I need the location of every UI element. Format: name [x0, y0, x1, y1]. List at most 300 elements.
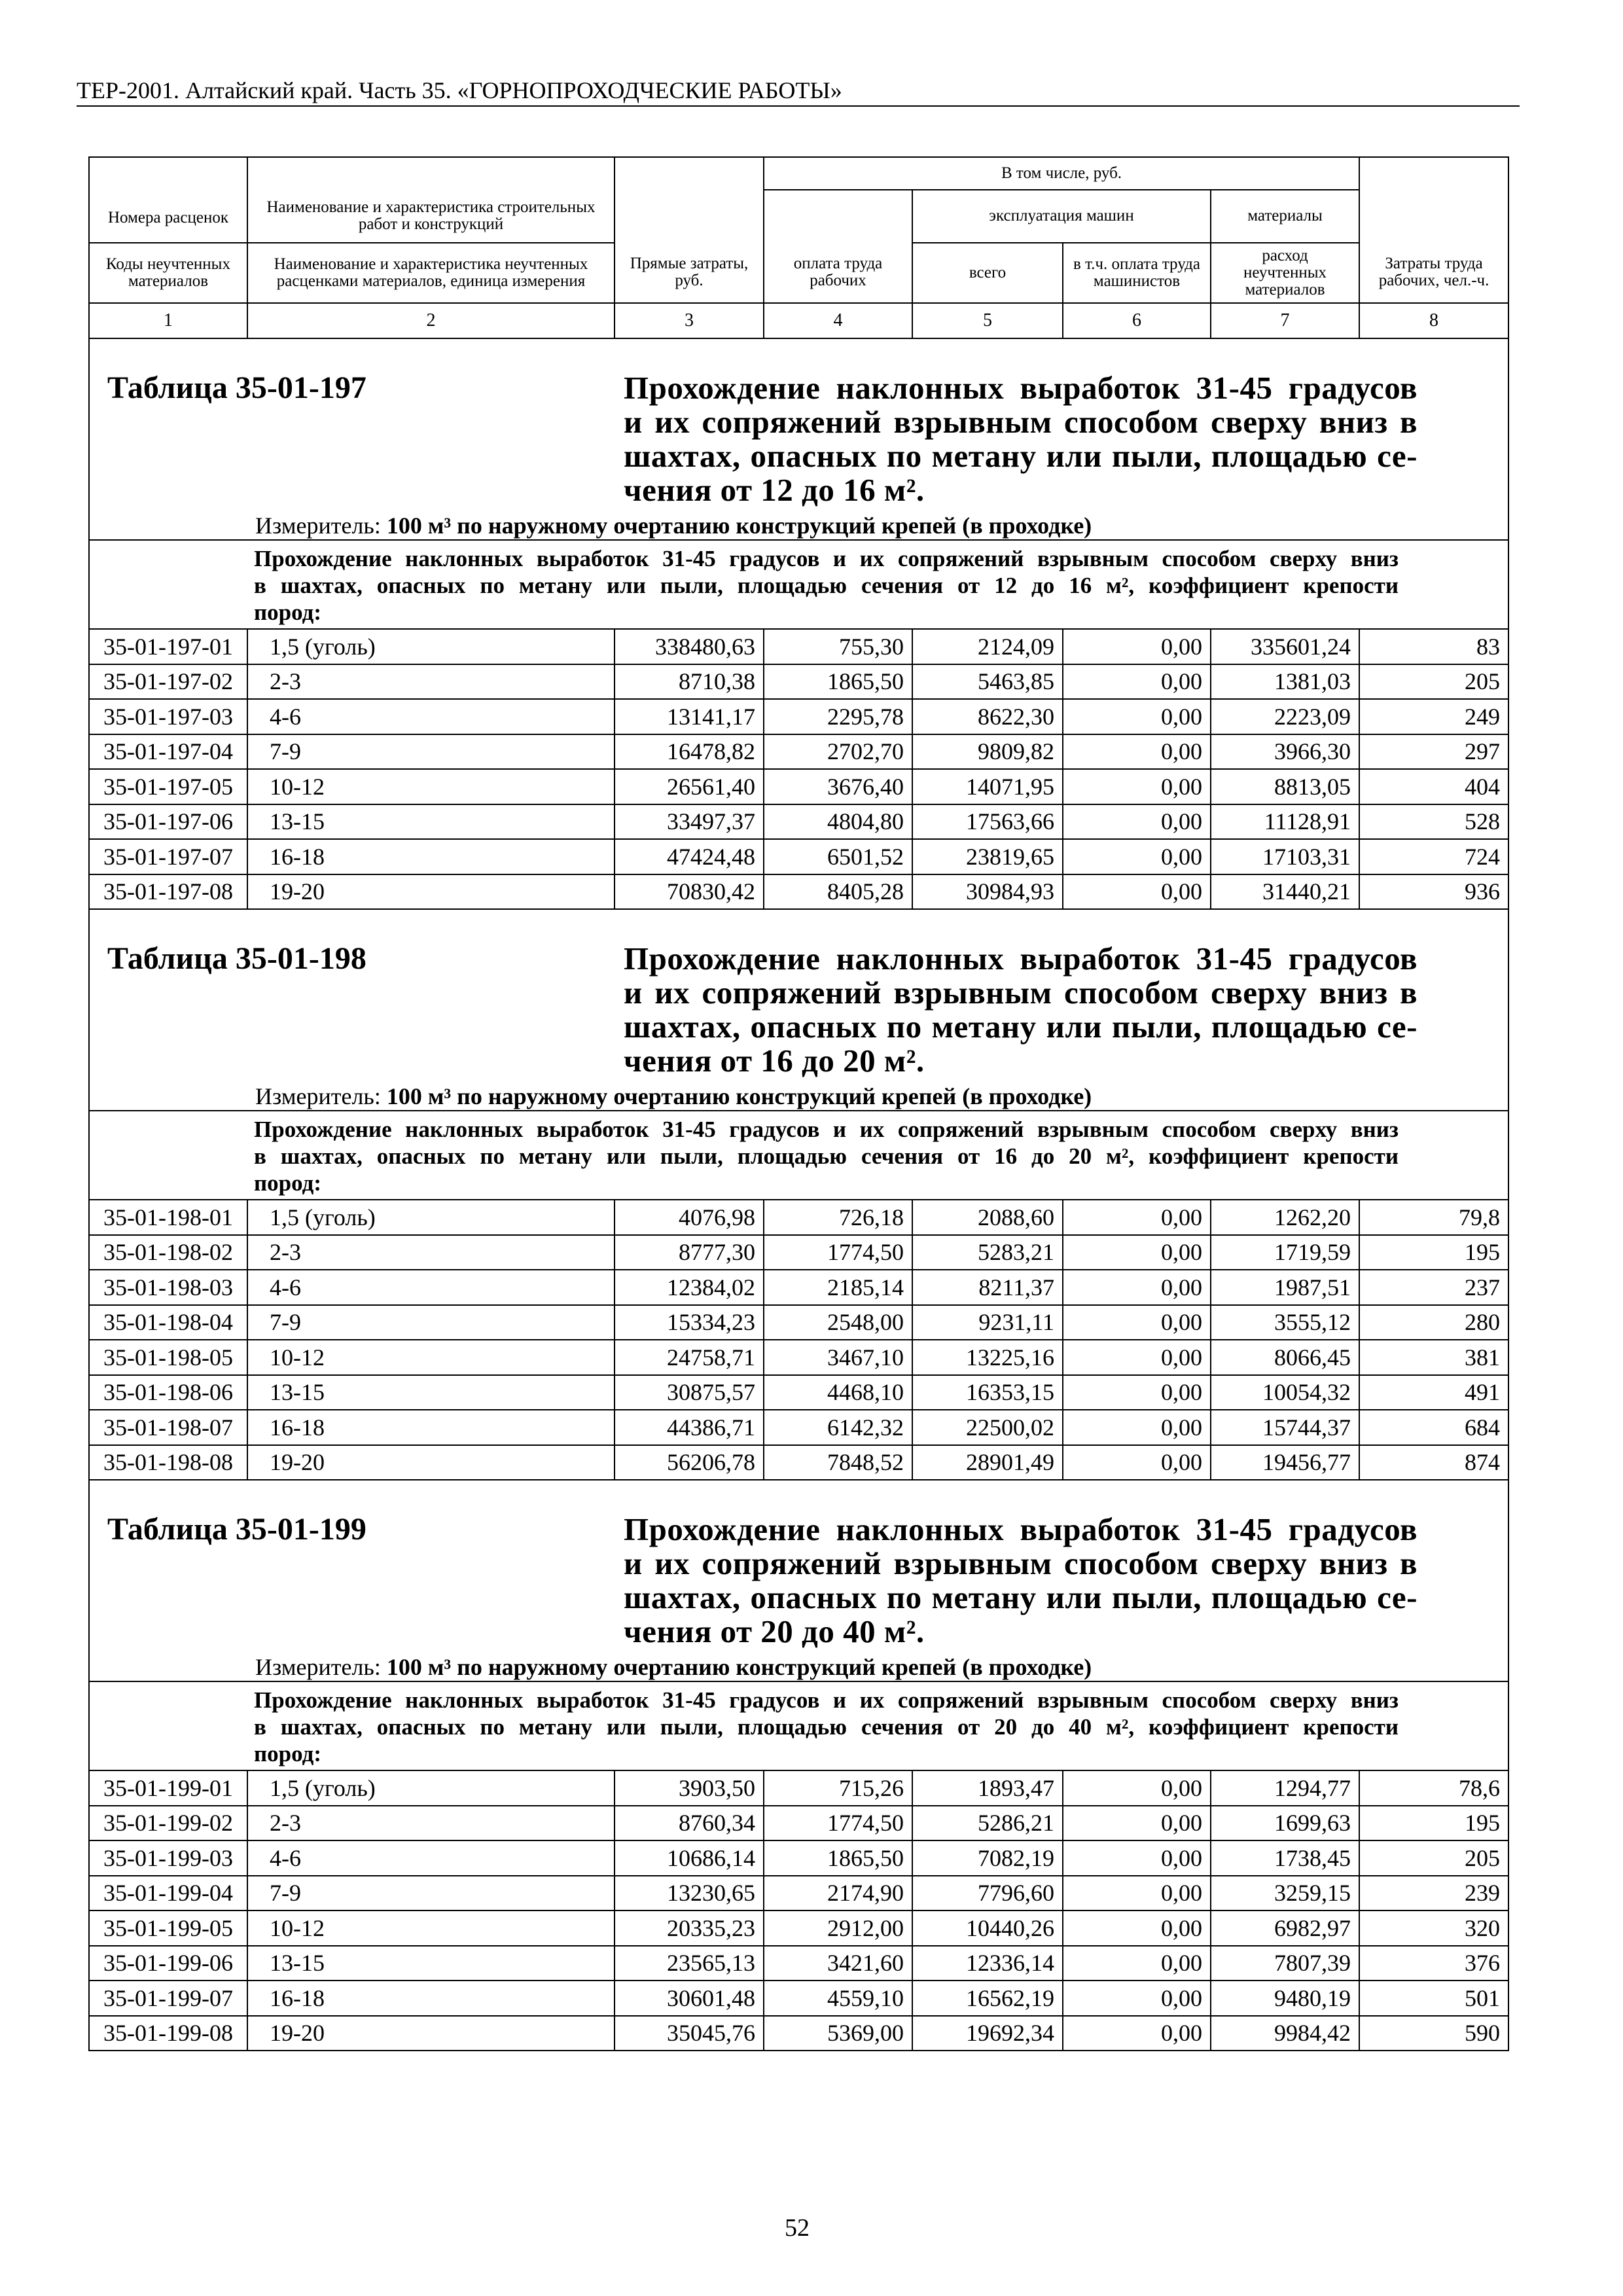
- section-description: [254, 1116, 1399, 1196]
- hardness-coefficient-cell: 1,5 (уголь): [247, 1770, 615, 1806]
- direct-cost-cell: 8710,38: [615, 664, 764, 700]
- direct-cost-cell: 4076,98: [615, 1200, 764, 1235]
- operator-wages-cell: 0,00: [1063, 1340, 1211, 1375]
- hardness-coefficient-cell: 13-15: [247, 1375, 615, 1410]
- direct-cost-cell: 23565,13: [615, 1946, 764, 1981]
- operator-wages-cell: 0,00: [1063, 734, 1211, 770]
- labor-hours-cell: 205: [1359, 664, 1508, 700]
- description-line: пород:: [254, 600, 321, 625]
- header-column-numbers: [89, 303, 1508, 338]
- column-number: 8: [1359, 303, 1508, 338]
- machine-cost-cell: 12336,14: [912, 1946, 1063, 1981]
- hardness-coefficient-cell: 16-18: [247, 1981, 615, 2016]
- table-row: [89, 1981, 1508, 2016]
- description-line: Прохождение наклонных выработок 31-45 градусов и их сопряжений взрывным способом сверху вниз: [254, 1117, 1399, 1142]
- direct-cost-cell: 26561,40: [615, 769, 764, 804]
- labor-wages-cell: 6142,32: [764, 1410, 912, 1445]
- operator-wages-cell: 0,00: [1063, 874, 1211, 910]
- header-material-codes: Коды неучтенных материалов: [89, 243, 247, 303]
- section-title-row: [89, 909, 1508, 1111]
- labor-wages-cell: 3421,60: [764, 1946, 912, 1981]
- header-machine-total: всего: [912, 243, 1063, 303]
- direct-cost-cell: 70830,42: [615, 874, 764, 910]
- header-rule: [77, 105, 1520, 107]
- labor-wages-cell: 715,26: [764, 1770, 912, 1806]
- operator-wages-cell: 0,00: [1063, 1235, 1211, 1270]
- labor-hours-cell: 491: [1359, 1375, 1508, 1410]
- section-description-block: [90, 541, 1508, 628]
- table-row: [89, 1806, 1508, 1841]
- machine-cost-cell: 7796,60: [912, 1876, 1063, 1911]
- measure-value: 100 м³ по наружному очертанию конструкций крепей (в проходке): [386, 512, 1092, 539]
- running-header: ТЕР-2001. Алтайский край. Часть 35. «ГОРНОПРОХОДЧЕСКИЕ РАБОТЫ»: [77, 77, 842, 103]
- section-title: [624, 942, 1418, 1078]
- operator-wages-cell: 0,00: [1063, 1876, 1211, 1911]
- materials-cost-cell: 6982,97: [1211, 1910, 1359, 1946]
- section-title-line: и их сопряжений взрывным способом сверху вниз в: [624, 975, 1418, 1011]
- rate-code-cell: 35-01-199-02: [89, 1806, 247, 1841]
- materials-cost-cell: 2223,09: [1211, 699, 1359, 734]
- machine-cost-cell: 23819,65: [912, 839, 1063, 874]
- direct-cost-cell: 13230,65: [615, 1876, 764, 1911]
- section-description-block: [90, 1112, 1508, 1198]
- section-title-line: чения от 12 до 16 м².: [624, 472, 925, 508]
- rate-code-cell: 35-01-199-04: [89, 1876, 247, 1911]
- section-title-line: Прохождение наклонных выработок 31-45 градусов: [624, 1511, 1418, 1547]
- materials-cost-cell: 9984,42: [1211, 2016, 1359, 2051]
- column-number: 5: [912, 303, 1063, 338]
- machine-cost-cell: 19692,34: [912, 2016, 1063, 2051]
- table-row: [89, 1840, 1508, 1876]
- operator-wages-cell: 0,00: [1063, 629, 1211, 664]
- labor-hours-cell: 78,6: [1359, 1770, 1508, 1806]
- materials-cost-cell: 3966,30: [1211, 734, 1359, 770]
- rate-code-cell: 35-01-198-02: [89, 1235, 247, 1270]
- header-rate-numbers: Номера расценок: [89, 157, 247, 243]
- hardness-coefficient-cell: 19-20: [247, 874, 615, 910]
- operator-wages-cell: 0,00: [1063, 1305, 1211, 1340]
- hardness-coefficient-cell: 7-9: [247, 734, 615, 770]
- machine-cost-cell: 28901,49: [912, 1445, 1063, 1480]
- machine-cost-cell: 10440,26: [912, 1910, 1063, 1946]
- column-number: 6: [1063, 303, 1211, 338]
- labor-hours-cell: 249: [1359, 699, 1508, 734]
- labor-wages-cell: 3676,40: [764, 769, 912, 804]
- operator-wages-cell: 0,00: [1063, 2016, 1211, 2051]
- direct-cost-cell: 13141,17: [615, 699, 764, 734]
- materials-cost-cell: 10054,32: [1211, 1375, 1359, 1410]
- rate-code-cell: 35-01-199-08: [89, 2016, 247, 2051]
- table-number: Таблица 35-01-198: [107, 941, 366, 976]
- section-title-cell: [89, 909, 1508, 1111]
- labor-hours-cell: 501: [1359, 1981, 1508, 2016]
- machine-cost-cell: 7082,19: [912, 1840, 1063, 1876]
- labor-wages-cell: 1865,50: [764, 1840, 912, 1876]
- section-title-block: [90, 1481, 1508, 1680]
- direct-cost-cell: 15334,23: [615, 1305, 764, 1340]
- labor-wages-cell: 8405,28: [764, 874, 912, 910]
- table-row: [89, 664, 1508, 700]
- labor-hours-cell: 936: [1359, 874, 1508, 910]
- direct-cost-cell: 12384,02: [615, 1270, 764, 1305]
- direct-cost-cell: 35045,76: [615, 2016, 764, 2051]
- hardness-coefficient-cell: 1,5 (уголь): [247, 629, 615, 664]
- section-title-line: чения от 20 до 40 м².: [624, 1613, 925, 1649]
- labor-hours-cell: 205: [1359, 1840, 1508, 1876]
- header-unaccounted-materials: расход неучтенных материалов: [1211, 243, 1359, 303]
- direct-cost-cell: 33497,37: [615, 804, 764, 840]
- rate-code-cell: 35-01-199-03: [89, 1840, 247, 1876]
- labor-hours-cell: 684: [1359, 1410, 1508, 1445]
- hardness-coefficient-cell: 1,5 (уголь): [247, 1200, 615, 1235]
- rate-code-cell: 35-01-198-01: [89, 1200, 247, 1235]
- section-title-row: [89, 338, 1508, 540]
- operator-wages-cell: 0,00: [1063, 1270, 1211, 1305]
- labor-wages-cell: 2548,00: [764, 1305, 912, 1340]
- machine-cost-cell: 8622,30: [912, 699, 1063, 734]
- column-number: 1: [89, 303, 247, 338]
- section-title-line: Прохождение наклонных выработок 31-45 градусов: [624, 941, 1418, 977]
- header-row-1: [89, 157, 1508, 190]
- description-line: Прохождение наклонных выработок 31-45 градусов и их сопряжений взрывным способом сверху вниз: [254, 546, 1399, 571]
- rate-code-cell: 35-01-197-06: [89, 804, 247, 840]
- rate-code-cell: 35-01-199-06: [89, 1946, 247, 1981]
- rate-code-cell: 35-01-198-08: [89, 1445, 247, 1480]
- operator-wages-cell: 0,00: [1063, 1375, 1211, 1410]
- labor-wages-cell: 2702,70: [764, 734, 912, 770]
- operator-wages-cell: 0,00: [1063, 839, 1211, 874]
- machine-cost-cell: 9809,82: [912, 734, 1063, 770]
- section-title-line: шахтах, опасных по метану или пыли, площадью се-: [624, 1579, 1418, 1615]
- operator-wages-cell: 0,00: [1063, 1840, 1211, 1876]
- labor-wages-cell: 755,30: [764, 629, 912, 664]
- machine-cost-cell: 5283,21: [912, 1235, 1063, 1270]
- hardness-coefficient-cell: 16-18: [247, 1410, 615, 1445]
- table-row: [89, 2016, 1508, 2051]
- section-description-cell: [89, 540, 1508, 629]
- operator-wages-cell: 0,00: [1063, 769, 1211, 804]
- section-description: [254, 545, 1399, 626]
- section-title-block: [90, 910, 1508, 1109]
- header-work-description: Наименование и характеристика строительных работ и конструкций: [247, 157, 615, 243]
- materials-cost-cell: 1699,63: [1211, 1806, 1359, 1841]
- machine-cost-cell: 5286,21: [912, 1806, 1063, 1841]
- labor-wages-cell: 4468,10: [764, 1375, 912, 1410]
- labor-hours-cell: 297: [1359, 734, 1508, 770]
- materials-cost-cell: 335601,24: [1211, 629, 1359, 664]
- materials-cost-cell: 9480,19: [1211, 1981, 1359, 2016]
- operator-wages-cell: 0,00: [1063, 699, 1211, 734]
- labor-wages-cell: 2185,14: [764, 1270, 912, 1305]
- operator-wages-cell: 0,00: [1063, 1806, 1211, 1841]
- table-row: [89, 1876, 1508, 1911]
- table-number: Таблица 35-01-199: [107, 1512, 366, 1547]
- table-row: [89, 874, 1508, 910]
- measure-unit: [255, 1654, 1092, 1680]
- section-title-line: шахтах, опасных по метану или пыли, площадью се-: [624, 1009, 1418, 1045]
- section-title-row: [89, 1480, 1508, 1681]
- rate-code-cell: 35-01-197-07: [89, 839, 247, 874]
- direct-cost-cell: 16478,82: [615, 734, 764, 770]
- machine-cost-cell: 13225,16: [912, 1340, 1063, 1375]
- table-row: [89, 1305, 1508, 1340]
- direct-cost-cell: 56206,78: [615, 1445, 764, 1480]
- hardness-coefficient-cell: 4-6: [247, 699, 615, 734]
- table-row: [89, 804, 1508, 840]
- labor-wages-cell: 7848,52: [764, 1445, 912, 1480]
- measure-unit: [255, 512, 1092, 539]
- machine-cost-cell: 1893,47: [912, 1770, 1063, 1806]
- machine-cost-cell: 2088,60: [912, 1200, 1063, 1235]
- table-row: [89, 629, 1508, 664]
- measure-label: Измеритель:: [255, 1083, 381, 1109]
- description-line: в шахтах, опасных по метану или пыли, площадью сечения от 12 до 16 м², коэффициент крепости: [254, 573, 1399, 598]
- direct-cost-cell: 30601,48: [615, 1981, 764, 2016]
- table-row: [89, 1910, 1508, 1946]
- measure-label: Измеритель:: [255, 512, 381, 539]
- machine-cost-cell: 9231,11: [912, 1305, 1063, 1340]
- section-description-cell: [89, 1111, 1508, 1200]
- column-number: 2: [247, 303, 615, 338]
- section-title: [624, 371, 1418, 507]
- machine-cost-cell: 2124,09: [912, 629, 1063, 664]
- labor-hours-cell: 528: [1359, 804, 1508, 840]
- section-title-line: шахтах, опасных по метану или пыли, площадью се-: [624, 438, 1418, 474]
- hardness-coefficient-cell: 7-9: [247, 1305, 615, 1340]
- machine-cost-cell: 8211,37: [912, 1270, 1063, 1305]
- materials-cost-cell: 8066,45: [1211, 1340, 1359, 1375]
- section-title-cell: [89, 1480, 1508, 1681]
- operator-wages-cell: 0,00: [1063, 804, 1211, 840]
- materials-cost-cell: 11128,91: [1211, 804, 1359, 840]
- table-row: [89, 1235, 1508, 1270]
- direct-cost-cell: 8760,34: [615, 1806, 764, 1841]
- rate-code-cell: 35-01-197-04: [89, 734, 247, 770]
- table-row: [89, 1375, 1508, 1410]
- materials-cost-cell: 1719,59: [1211, 1235, 1359, 1270]
- hardness-coefficient-cell: 2-3: [247, 1806, 615, 1841]
- table-row: [89, 699, 1508, 734]
- measure-unit: [255, 1083, 1092, 1109]
- materials-cost-cell: 1381,03: [1211, 664, 1359, 700]
- hardness-coefficient-cell: 10-12: [247, 1340, 615, 1375]
- labor-wages-cell: 2295,78: [764, 699, 912, 734]
- table-row: [89, 1200, 1508, 1235]
- materials-cost-cell: 19456,77: [1211, 1445, 1359, 1480]
- labor-hours-cell: 724: [1359, 839, 1508, 874]
- hardness-coefficient-cell: 2-3: [247, 1235, 615, 1270]
- rate-code-cell: 35-01-198-05: [89, 1340, 247, 1375]
- labor-wages-cell: 3467,10: [764, 1340, 912, 1375]
- rate-code-cell: 35-01-198-06: [89, 1375, 247, 1410]
- section-title-cell: [89, 338, 1508, 540]
- materials-cost-cell: 1987,51: [1211, 1270, 1359, 1305]
- machine-cost-cell: 14071,95: [912, 769, 1063, 804]
- hardness-coefficient-cell: 13-15: [247, 804, 615, 840]
- hardness-coefficient-cell: 10-12: [247, 769, 615, 804]
- price-table: [88, 156, 1509, 2051]
- materials-cost-cell: 31440,21: [1211, 874, 1359, 910]
- operator-wages-cell: 0,00: [1063, 1910, 1211, 1946]
- labor-wages-cell: 4804,80: [764, 804, 912, 840]
- description-line: в шахтах, опасных по метану или пыли, площадью сечения от 16 до 20 м², коэффициент крепости: [254, 1143, 1399, 1169]
- header-material-description: Наименование и характеристика неучтенных расценками материалов, единица измерения: [247, 243, 615, 303]
- labor-hours-cell: 195: [1359, 1235, 1508, 1270]
- labor-hours-cell: 239: [1359, 1876, 1508, 1911]
- materials-cost-cell: 1262,20: [1211, 1200, 1359, 1235]
- hardness-coefficient-cell: 13-15: [247, 1946, 615, 1981]
- header-operator-wages: в т.ч. оплата труда машинистов: [1063, 243, 1211, 303]
- table-body: [89, 338, 1508, 2051]
- rate-code-cell: 35-01-199-01: [89, 1770, 247, 1806]
- materials-cost-cell: 7807,39: [1211, 1946, 1359, 1981]
- section-title-line: и их сопряжений взрывным способом сверху вниз в: [624, 1545, 1418, 1581]
- section-title-line: и их сопряжений взрывным способом сверху вниз в: [624, 404, 1418, 440]
- measure-label: Измеритель:: [255, 1654, 381, 1680]
- table-row: [89, 769, 1508, 804]
- operator-wages-cell: 0,00: [1063, 664, 1211, 700]
- hardness-coefficient-cell: 4-6: [247, 1270, 615, 1305]
- rate-code-cell: 35-01-199-05: [89, 1910, 247, 1946]
- direct-cost-cell: 3903,50: [615, 1770, 764, 1806]
- section-description-row: [89, 1681, 1508, 1770]
- header-labor-hours: Затраты труда рабочих, чел.-ч.: [1359, 157, 1508, 303]
- page-number: 52: [785, 2214, 810, 2242]
- operator-wages-cell: 0,00: [1063, 1410, 1211, 1445]
- materials-cost-cell: 1738,45: [1211, 1840, 1359, 1876]
- header-machine-operation: эксплуатация машин: [912, 190, 1211, 243]
- hardness-coefficient-cell: 10-12: [247, 1910, 615, 1946]
- labor-wages-cell: 1774,50: [764, 1806, 912, 1841]
- direct-cost-cell: 30875,57: [615, 1375, 764, 1410]
- rate-code-cell: 35-01-198-03: [89, 1270, 247, 1305]
- labor-hours-cell: 83: [1359, 629, 1508, 664]
- machine-cost-cell: 30984,93: [912, 874, 1063, 910]
- hardness-coefficient-cell: 7-9: [247, 1876, 615, 1911]
- labor-hours-cell: 320: [1359, 1910, 1508, 1946]
- operator-wages-cell: 0,00: [1063, 1770, 1211, 1806]
- section-description-block: [90, 1683, 1508, 1769]
- table-row: [89, 734, 1508, 770]
- operator-wages-cell: 0,00: [1063, 1981, 1211, 2016]
- machine-cost-cell: 5463,85: [912, 664, 1063, 700]
- rate-code-cell: 35-01-197-01: [89, 629, 247, 664]
- section-description-row: [89, 1111, 1508, 1200]
- labor-hours-cell: 874: [1359, 1445, 1508, 1480]
- machine-cost-cell: 22500,02: [912, 1410, 1063, 1445]
- machine-cost-cell: 17563,66: [912, 804, 1063, 840]
- description-line: пород:: [254, 1170, 321, 1196]
- hardness-coefficient-cell: 4-6: [247, 1840, 615, 1876]
- direct-cost-cell: 20335,23: [615, 1910, 764, 1946]
- table-row: [89, 839, 1508, 874]
- column-number: 3: [615, 303, 764, 338]
- operator-wages-cell: 0,00: [1063, 1445, 1211, 1480]
- materials-cost-cell: 3555,12: [1211, 1305, 1359, 1340]
- labor-hours-cell: 195: [1359, 1806, 1508, 1841]
- direct-cost-cell: 47424,48: [615, 839, 764, 874]
- table-row: [89, 1946, 1508, 1981]
- hardness-coefficient-cell: 2-3: [247, 664, 615, 700]
- table-row: [89, 1445, 1508, 1480]
- section-title-line: Прохождение наклонных выработок 31-45 градусов: [624, 370, 1418, 406]
- table-row: [89, 1410, 1508, 1445]
- materials-cost-cell: 8813,05: [1211, 769, 1359, 804]
- operator-wages-cell: 0,00: [1063, 1946, 1211, 1981]
- labor-wages-cell: 1774,50: [764, 1235, 912, 1270]
- labor-wages-cell: 1865,50: [764, 664, 912, 700]
- header-materials: материалы: [1211, 190, 1359, 243]
- section-description-cell: [89, 1681, 1508, 1770]
- operator-wages-cell: 0,00: [1063, 1200, 1211, 1235]
- section-title-line: чения от 16 до 20 м².: [624, 1043, 925, 1079]
- labor-wages-cell: 6501,52: [764, 839, 912, 874]
- description-line: в шахтах, опасных по метану или пыли, площадью сечения от 20 до 40 м², коэффициент крепости: [254, 1714, 1399, 1740]
- rate-code-cell: 35-01-198-04: [89, 1305, 247, 1340]
- labor-wages-cell: 2174,90: [764, 1876, 912, 1911]
- materials-cost-cell: 3259,15: [1211, 1876, 1359, 1911]
- header-including: В том числе, руб.: [764, 157, 1359, 190]
- table-header: [89, 157, 1508, 338]
- materials-cost-cell: 17103,31: [1211, 839, 1359, 874]
- labor-hours-cell: 590: [1359, 2016, 1508, 2051]
- rate-code-cell: 35-01-197-08: [89, 874, 247, 910]
- materials-cost-cell: 15744,37: [1211, 1410, 1359, 1445]
- labor-hours-cell: 280: [1359, 1305, 1508, 1340]
- table-row: [89, 1270, 1508, 1305]
- labor-hours-cell: 79,8: [1359, 1200, 1508, 1235]
- direct-cost-cell: 24758,71: [615, 1340, 764, 1375]
- section-title-block: [90, 340, 1508, 539]
- direct-cost-cell: 8777,30: [615, 1235, 764, 1270]
- rate-code-cell: 35-01-199-07: [89, 1981, 247, 2016]
- labor-wages-cell: 726,18: [764, 1200, 912, 1235]
- measure-value: 100 м³ по наружному очертанию конструкций крепей (в проходке): [386, 1083, 1092, 1109]
- labor-hours-cell: 404: [1359, 769, 1508, 804]
- materials-cost-cell: 1294,77: [1211, 1770, 1359, 1806]
- section-title: [624, 1513, 1418, 1649]
- rate-code-cell: 35-01-198-07: [89, 1410, 247, 1445]
- direct-cost-cell: 10686,14: [615, 1840, 764, 1876]
- direct-cost-cell: 44386,71: [615, 1410, 764, 1445]
- labor-wages-cell: 2912,00: [764, 1910, 912, 1946]
- machine-cost-cell: 16562,19: [912, 1981, 1063, 2016]
- section-description-row: [89, 540, 1508, 629]
- measure-value: 100 м³ по наружному очертанию конструкций крепей (в проходке): [386, 1654, 1092, 1680]
- table-row: [89, 1770, 1508, 1806]
- section-description: [254, 1687, 1399, 1767]
- labor-wages-cell: 5369,00: [764, 2016, 912, 2051]
- labor-hours-cell: 381: [1359, 1340, 1508, 1375]
- column-number: 7: [1211, 303, 1359, 338]
- rate-code-cell: 35-01-197-02: [89, 664, 247, 700]
- header-labor-wages: оплата труда рабочих: [764, 190, 912, 303]
- labor-wages-cell: 4559,10: [764, 1981, 912, 2016]
- direct-cost-cell: 338480,63: [615, 629, 764, 664]
- table-row: [89, 1340, 1508, 1375]
- header-direct-costs: Прямые затраты, руб.: [615, 157, 764, 303]
- rate-code-cell: 35-01-197-03: [89, 699, 247, 734]
- machine-cost-cell: 16353,15: [912, 1375, 1063, 1410]
- hardness-coefficient-cell: 19-20: [247, 1445, 615, 1480]
- description-line: Прохождение наклонных выработок 31-45 градусов и их сопряжений взрывным способом сверху вниз: [254, 1687, 1399, 1713]
- description-line: пород:: [254, 1741, 321, 1767]
- column-number: 4: [764, 303, 912, 338]
- hardness-coefficient-cell: 16-18: [247, 839, 615, 874]
- table-number: Таблица 35-01-197: [107, 370, 366, 405]
- labor-hours-cell: 376: [1359, 1946, 1508, 1981]
- rate-code-cell: 35-01-197-05: [89, 769, 247, 804]
